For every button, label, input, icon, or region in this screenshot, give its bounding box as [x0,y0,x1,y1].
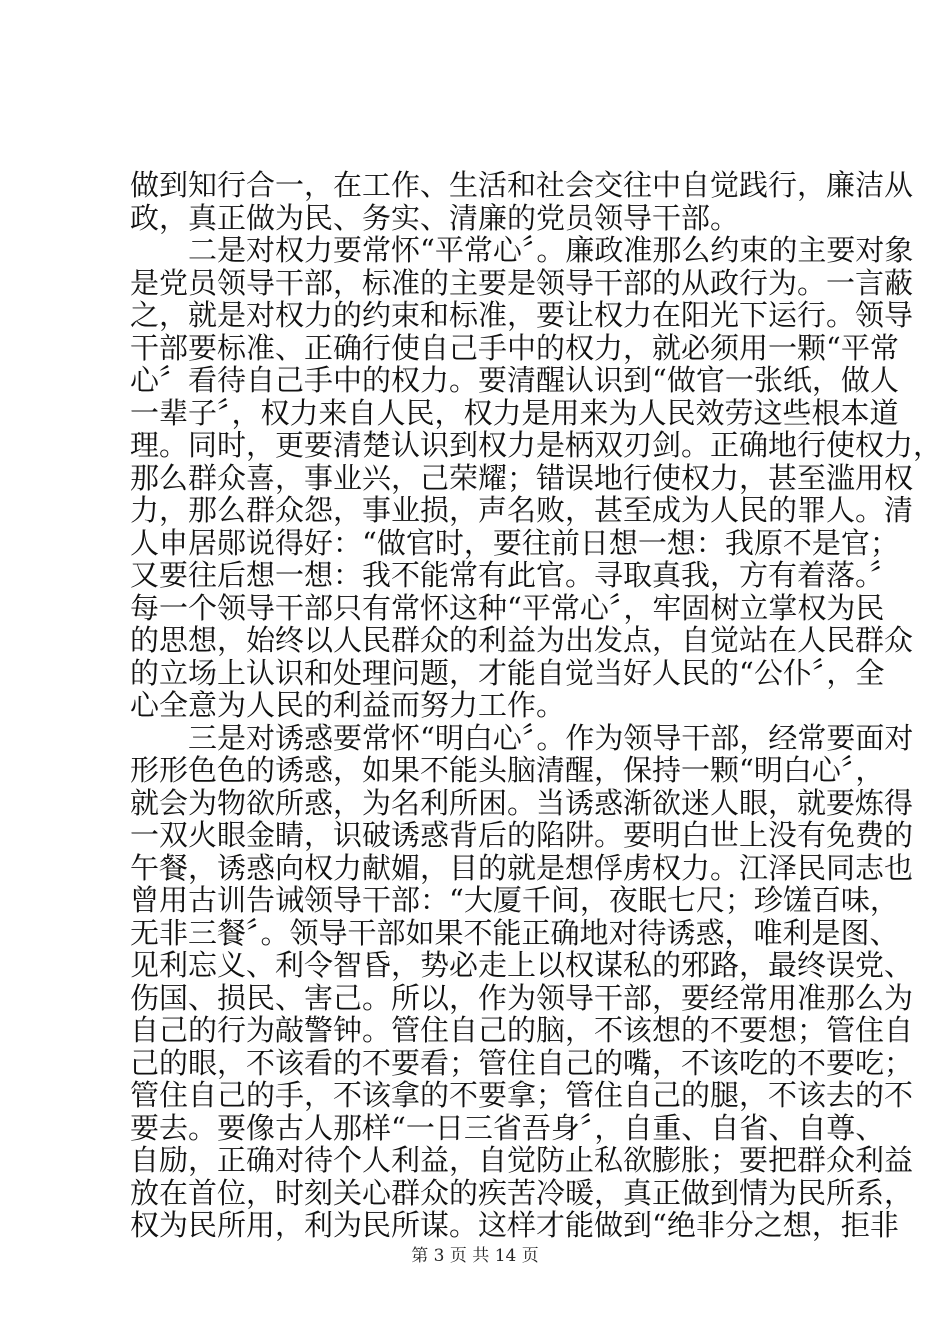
text-line: 做到知行合一，在工作、生活和社会交往中自觉践行，廉洁从 [130,168,914,202]
text-line: 干部要标准、正确行使自己手中的权力，就必须用一颗“平常 [130,330,899,365]
text-line: 是党员领导干部，标准的主要是领导干部的从政行为。一言蔽 [130,265,914,300]
text-line: 午餐，诱惑向权力献媚，目的就是想俘虏权力。江泽民同志也 [130,850,914,885]
text-line: 那么群众喜，事业兴，己荣耀；错误地行使权力，甚至滥用权 [130,460,914,495]
text-line: 形形色色的诱惑，如果不能头脑清醒，保持一颗“明白心〞， [130,753,885,787]
page-number-footer: 第 3 页 共 14 页 [411,1246,539,1266]
text-line: 无非三餐〞。领导干部如果不能正确地对待诱惑，唯利是图、 [130,915,899,950]
text-line: 自己的行为敲警钟。管住自己的脑，不该想的不要想；管住自 [130,1013,914,1047]
text-line: 理。同时，更要清楚认识到权力是柄双刃剑。正确地行使权力， [130,428,943,462]
text-line: 一辈子〞，权力来自人民，权力是用来为人民效劳这些根本道 [130,395,899,430]
text-line: 二是对权力要常怀“平常心〞。廉政准那么约束的主要对象 [130,233,914,267]
text-line: 曾用古训告诫领导干部：“大厦千间，夜眠七尺；珍馐百味， [130,883,899,917]
text-line: 又要往后想一想：我不能常有此官。寻取真我，方有着落。〞 [130,558,899,592]
text-line: 伤国、损民、害己。所以，作为领导干部，要经常用准那么为 [130,980,914,1015]
text-line: 见利忘义、利令智昏，势必走上以权谋私的邪路，最终误党、 [130,948,914,982]
text-line: 的思想，始终以人民群众的利益为出发点，自觉站在人民群众 [130,623,914,657]
text-line: 之，就是对权力的约束和标准，要让权力在阳光下运行。领导 [130,298,914,332]
body-text [130,168,943,1243]
text-line: 心〞看待自己手中的权力。要清醒认识到“做官一张纸，做人 [130,363,899,397]
text-line: 政，真正做为民、务实、清廉的党员领导干部。 [130,200,740,235]
text-line: 放在首位，时刻关心群众的疾苦冷暖，真正做到情为民所系， [130,1175,914,1210]
text-line: 权为民所用，利为民所谋。这样才能做到“绝非分之想，拒非 [130,1208,899,1242]
text-line: 心全意为人民的利益而努力工作。 [130,688,566,722]
text-line: 管住自己的手，不该拿的不要拿；管住自己的腿，不该去的不 [130,1078,914,1112]
text-line: 三是对诱惑要常怀“明白心〞。作为领导干部，经常要面对 [130,720,914,755]
text-line: 要去。要像古人那样“一日三省吾身〞，自重、自省、自尊、 [130,1110,885,1145]
text-line: 每一个领导干部只有常怀这种“平常心〞，牢固树立掌权为民 [130,590,885,625]
text-line: 的立场上认识和处理问题，才能自觉当好人民的“公仆〞，全 [130,655,885,690]
text-line: 人申居郧说得好：“做官时，要往前日想一想：我原不是官； [130,525,899,560]
text-line: 自励，正确对待个人利益，自觉防止私欲膨胀；要把群众利益 [130,1143,914,1177]
text-line: 己的眼，不该看的不要看；管住自己的嘴，不该吃的不要吃； [130,1045,914,1080]
text-line: 一双火眼金睛，识破诱惑背后的陷阱。要明白世上没有免费的 [130,818,914,852]
text-line: 就会为物欲所惑，为名利所困。当诱惑渐欲迷人眼，就要炼得 [130,785,914,820]
text-line: 力，那么群众怨，事业损，声名败，甚至成为人民的罪人。清 [130,493,914,527]
